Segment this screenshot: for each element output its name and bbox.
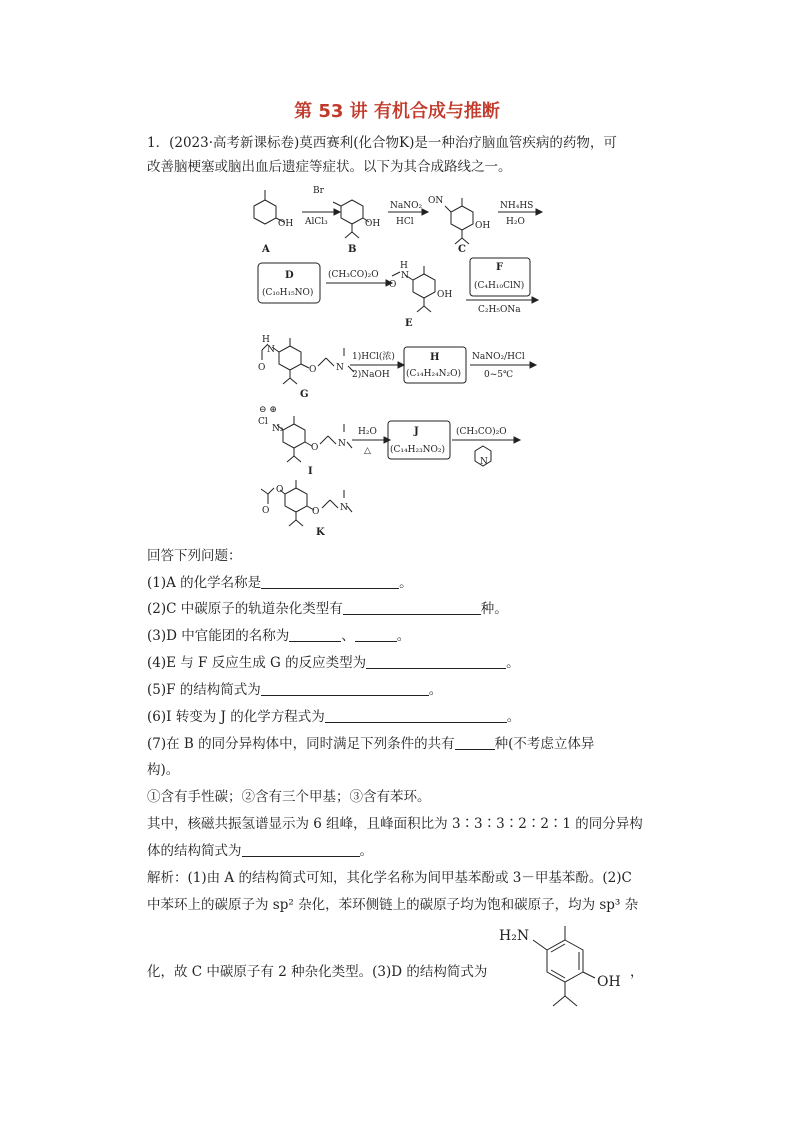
synthesis-scheme [0,0,794,545]
answer-blank-8[interactable] [242,842,360,857]
compound-b-structure [333,200,369,238]
d-amine-label: H₂N [499,928,530,944]
reagent-cd-bottom: H₂O [506,217,525,227]
label-i: I [308,466,313,477]
compound-g-structure [262,338,354,384]
arrow-g-h [350,362,404,368]
box-j-formula: (C₁₄H₂₃NO₂) [390,445,446,455]
reagent-hi-top: NaNO₂/HCl [472,352,525,362]
question-7-cont: 构)。 [147,762,180,778]
question-1: (1)A 的化学名称是 。 [147,575,413,591]
box-f-name: F [496,262,504,273]
atom-o-k-carbonyl: O [262,506,270,516]
answer-blank-7[interactable] [455,735,495,750]
reagent-gh-bottom: 2)NaOH [352,370,390,380]
label-e: E [405,318,413,329]
atom-o-k-ether: O [312,507,320,517]
nmr-line2: 体的结构简式为 。 [147,843,373,859]
question-4: (4)E 与 F 反应生成 G 的反应类型为 。 [147,655,520,671]
reagent-bc-top: NaNO₂ [390,201,423,211]
reagent-ef-bottom: C₂H₅ONa [478,305,521,315]
atom-n-g-amine: N [336,363,344,373]
atom-oh-b: OH [365,219,381,229]
compound-e-structure [392,266,435,312]
answer-blank-6[interactable] [325,708,507,723]
answer-blank-1[interactable] [261,574,399,589]
answer-blank-5[interactable] [261,681,429,696]
atom-h-g: H [262,335,270,345]
atom-n-i: N [338,439,346,449]
answer-blank-4[interactable] [366,654,506,669]
atom-h-e: H [400,261,408,271]
analysis-comma: ， [630,964,644,980]
arrow-d-e [326,280,392,286]
atom-on-c: ON [428,196,444,206]
question-intro-line2: 改善脑梗塞或脑出血后遗症等症状。以下为其合成路线之一。 [147,159,512,175]
pyridine-n: N [480,457,488,467]
reagent-gh-top: 1)HCl(浓) [352,352,395,362]
d-structure-diagram [495,920,635,1030]
atom-n-g: N [267,345,275,355]
box-d-name: D [285,270,294,281]
atom-n-k: N [340,503,348,513]
reagent-ab-top: Br [313,186,324,196]
reagent-jk-top: (CH₃CO)₂O [456,427,507,437]
reagent-bc-bottom: HCl [396,217,414,227]
page-title: 第 53 讲 有机合成与推断 [294,101,500,122]
answer-blank-2[interactable] [343,600,481,615]
question-2: (2)C 中碳原子的轨道杂化类型有 种。 [147,601,508,617]
label-c: C [458,244,466,255]
atom-n-e: N [401,271,409,281]
arrow-e-g [466,297,538,303]
box-h-name: H [430,352,440,363]
analysis-line1: 解析：(1)由 A 的结构简式可知，其化学名称为间甲基苯酚或 3－甲基苯酚。(2)C [147,870,632,886]
question-6: (6)I 转变为 J 的化学方程式为 。 [147,709,521,725]
analysis-line2: 中苯环上的碳原子为 sp² 杂化，苯环侧链上的碳原子均为饱和碳原子，均为 sp³ 杂 [147,897,639,913]
atom-cl-i: Cl [258,417,268,427]
reagent-ij-bottom: △ [364,446,371,456]
charges-i: ⊖ ⊕ [259,405,277,415]
reagent-cd-top: NH₄HS [500,201,534,211]
question-3: (3)D 中官能团的名称为 、 。 [147,628,411,644]
compound-c-structure [445,198,473,244]
box-d-formula: (C₁₀H₁₅NO) [262,288,314,298]
atom-o-i: O [311,443,319,453]
box-h-formula: (C₁₄H₂₄N₂O) [406,369,462,379]
answer-blank-3b[interactable] [355,627,397,642]
analysis-line3: 化，故 C 中碳原子有 2 种杂化类型。(3)D 的结构简式为 [147,964,488,980]
question-7: (7)在 B 的同分异构体中，同时满足下列条件的共有 种(不考虑立体异 [147,736,595,752]
reagent-ab-bottom: AlCl₃ [305,217,328,227]
box-j-name: J [414,426,419,437]
reagent-ij-top: H₂O [358,427,377,437]
arrow-j-k [452,437,520,443]
atom-oh-c: OH [475,221,491,231]
arrow-h-i [470,362,536,368]
question-5: (5)F 的结构简式为 。 [147,682,443,698]
answer-blank-3a[interactable] [289,627,341,642]
conditions: ①含有手性碳；②含有三个甲基；③含有苯环。 [147,789,431,805]
reagent-hi-bottom: 0~5℃ [484,370,514,380]
d-oh-label: OH [597,974,621,990]
atom-o-g-carbonyl: O [258,363,266,373]
question-intro-line1: 1．(2023·高考新课标卷)莫西赛利(化合物K)是一种治疗脑血管疾病的药物，可 [147,135,617,151]
arrow-a-b [302,209,340,215]
compound-k-structure [261,480,352,526]
reagent-de-top: (CH₃CO)₂O [328,270,379,280]
nmr-line1: 其中，核磁共振氢谱显示为 6 组峰，且峰面积比为 3∶3∶3∶2∶2∶1 的同分异构 [147,816,643,832]
atom-oh-a: OH [278,219,294,229]
label-b: B [348,244,357,255]
box-f-formula: (C₄H₁₀ClN) [474,281,525,291]
atom-o-k-ester: O [276,485,284,495]
label-a: A [262,244,270,255]
atom-n2-i: N₂ [272,424,284,434]
atom-o-e: O [389,280,397,290]
label-g: G [300,389,309,400]
atom-o-g-ether: O [309,365,317,375]
label-k: K [316,527,325,538]
answer-intro: 回答下列问题： [147,548,242,564]
atom-oh-e: OH [437,290,453,300]
arrow-i-j [352,437,390,443]
